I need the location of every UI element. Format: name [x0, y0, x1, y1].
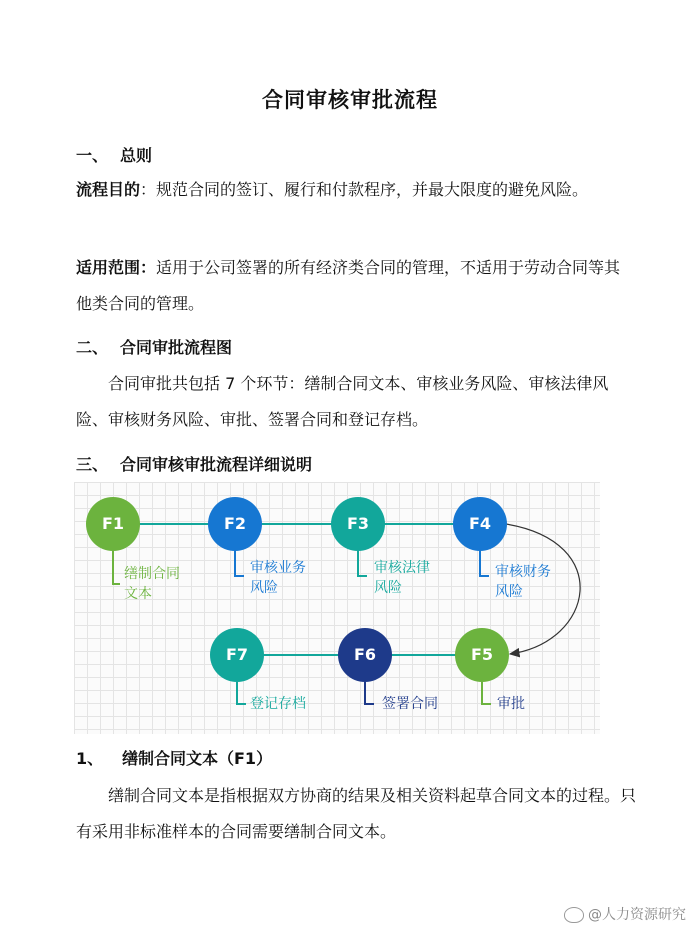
f7-label-connector	[237, 682, 246, 704]
flow-node-f7: F7	[210, 628, 264, 682]
section-1-number: 一、	[76, 146, 109, 165]
flow-label-f6: 签署合同	[382, 696, 438, 712]
flow-label-f7: 登记存档	[250, 696, 306, 712]
flow-label-f3-line2: 风险	[374, 580, 402, 596]
flow-label-f1-line2: 文本	[124, 586, 152, 602]
f3-label-connector	[358, 551, 367, 576]
flow-node-f5: F5	[455, 628, 509, 682]
purpose-paragraph	[76, 172, 636, 208]
flow-label-f3-line1: 审核法律	[374, 560, 430, 576]
flow-label-f4-line2: 风险	[495, 584, 523, 600]
scope-label: 适用范围：	[76, 258, 157, 277]
purpose-text: ：规范合同的签订、履行和付款程序，并最大限度的避免风险。	[140, 180, 589, 199]
section-3-title: 合同审核审批流程详细说明	[120, 455, 313, 474]
f5-label-connector	[482, 682, 491, 704]
f4-label-connector	[480, 551, 489, 576]
subsection-1-paragraph: 缮制合同文本是指根据双方协商的结果及相关资料起草合同文本的过程。只有采用非标准样本的合同需要缮制合同文本。	[76, 786, 637, 841]
section-3-heading	[76, 452, 312, 475]
f6-label-connector	[365, 682, 374, 704]
flow-label-f2-line2: 风险	[250, 580, 278, 596]
flow-label-f1-line1: 缮制合同	[124, 566, 180, 582]
weibo-icon	[564, 907, 584, 923]
flow-node-f4: F4	[453, 497, 507, 551]
section-2-heading	[76, 335, 232, 358]
subsection-1-number: 1、	[76, 749, 104, 768]
subsection-1-heading	[76, 746, 272, 769]
approval-flow-diagram	[74, 482, 600, 734]
flow-node-f6: F6	[338, 628, 392, 682]
flow-label-f4-line1: 审核财务	[495, 564, 551, 580]
flow-label-f3	[374, 558, 454, 598]
scope-text: 适用于公司签署的所有经济类合同的管理，不适用于劳动合同等其他类合同的管理。	[76, 258, 621, 313]
subsection-1-title: 缮制合同文本（F1）	[122, 749, 273, 768]
flow-label-f2	[250, 558, 330, 598]
section-2-number: 二、	[76, 338, 109, 357]
section-1-heading	[76, 143, 152, 166]
flow-label-f1	[124, 564, 204, 604]
flow-node-f1: F1	[86, 497, 140, 551]
purpose-label: 流程目的	[76, 180, 141, 199]
scope-paragraph	[76, 250, 636, 322]
flow-label-f5: 审批	[497, 696, 525, 712]
watermark	[564, 904, 686, 924]
flow-node-f3: F3	[331, 497, 385, 551]
section-2-title: 合同审批流程图	[120, 338, 233, 357]
flow-label-f2-line1: 审核业务	[250, 560, 306, 576]
flow-label-f4	[495, 562, 575, 602]
section-3-number: 三、	[76, 455, 109, 474]
f2-label-connector	[235, 551, 244, 576]
f1-label-connector	[113, 551, 120, 584]
page-title: 合同审核审批流程	[262, 88, 438, 112]
section-1-title: 总则	[120, 146, 153, 165]
watermark-text: @人力资源研究	[588, 907, 686, 923]
section-2-paragraph: 合同审批共包括 7 个环节：缮制合同文本、审核业务风险、审核法律风险、审核财务风险、审批、签署合同和登记存档。	[76, 374, 609, 429]
flow-node-f2: F2	[208, 497, 262, 551]
